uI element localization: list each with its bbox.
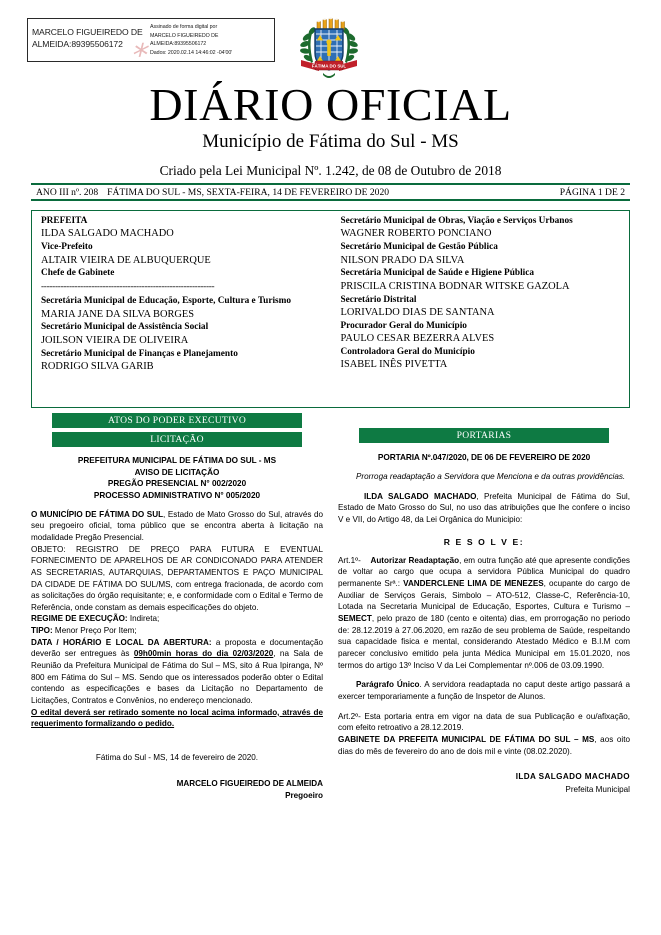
- officials-box: [31, 210, 630, 408]
- official-role: Secretário Municipal de Gestão Pública: [340, 242, 498, 253]
- official-name: ALTAIR VIEIRA DE ALBUQUERQUE: [41, 254, 211, 266]
- official-name: WAGNER ROBERTO PONCIANO: [340, 228, 492, 240]
- licitacao-heading: [31, 455, 323, 502]
- licitacao-paragraph-intro: [31, 509, 323, 544]
- edital-note-text: O edital deverá ser retirado somente no local acima informado, através de requerimento formalizando o pedido.: [31, 707, 323, 729]
- licitacao-paragraph-object: OBJETO: REGISTRO DE PREÇO PARA FUTURA E EVENTUAL FORNECIMENTO DE APARELHOS DE AR CONDICONADO PARA ATENDER AS SECRETARIAS, AUTARQUIAS, DEPARTAMENTOS E PAÇO MUNICIPAL DA CIDADE DE FÁTIMA DO SUL/MS, com entrega fracionada, de acordo com as solicitações do órgão requisitante; e, e conformidade com o Edital e Termo de Referência, onde constam as demais especificações do objeto.: [31, 544, 323, 612]
- licitacao-heading-line1: PREFEITURA MUNICIPAL DE FÁTIMA DO SUL - MS: [77, 456, 277, 465]
- portaria-gabinete: [338, 734, 630, 757]
- masthead-subtitle: Município de Fátima do Sul - MS: [202, 131, 459, 152]
- licitacao-heading-line2: AVISO DE LICITAÇÃO: [134, 467, 220, 477]
- regime-label: REGIME DE EXECUÇÃO:: [31, 614, 128, 624]
- issue-info-left: [36, 187, 389, 198]
- portaria-paragrafo-unico: [338, 679, 630, 702]
- officials-column-left: [32, 215, 331, 407]
- official-name: LORIVALDO DIAS DE SANTANA: [340, 306, 495, 318]
- portaria-preamble-rest: , Prefeita Municipal de Fátima do Sul, Estado de Mato Grosso do Sul, no uso das atribuições que lhe confere o inciso V e VII, do Artigo 48, da Lei Orgânica do Municipio:: [338, 491, 630, 525]
- portaria-title: PORTARIA Nº.047/2020, DE 06 DE FEVEREIRO DE 2020: [377, 452, 591, 462]
- article-1-secretariat-acronym: SEMECT: [338, 614, 372, 624]
- portaria-preamble: [338, 491, 630, 526]
- gabinete-text: , aos oito dias do mês de fevereiro do ano de dois mil e vinte (08.02.2020).: [338, 734, 630, 756]
- portaria-signer-role: Prefeita Municipal: [565, 784, 630, 794]
- coat-of-arms-icon: [297, 15, 361, 83]
- banner-portarias: PORTARIAS: [359, 428, 609, 443]
- official-role: Secretário Distrital: [340, 294, 417, 305]
- spacer: [338, 671, 630, 679]
- body-columns: [31, 413, 630, 918]
- signature-scribble-icon: ⁎: [132, 28, 148, 62]
- portaria-resolve-label: R E S O L V E:: [443, 536, 525, 547]
- licitacao-paragraph-regime: [31, 613, 323, 625]
- official-name: PAULO CESAR BEZERRA ALVES: [340, 333, 495, 345]
- licitacao-paragraph-datetime: [31, 637, 323, 707]
- tipo-label: TIPO:: [31, 626, 53, 636]
- official-name: RODRIGO SILVA GARIB: [41, 360, 154, 372]
- official-role: Secretária Municipal de Saúde e Higiene Pública: [340, 268, 535, 279]
- masthead: [0, 79, 661, 179]
- issue-place-date: FÁTIMA DO SUL - MS, SEXTA-FEIRA, 14 DE FEVEREIRO DE 2020: [107, 186, 390, 198]
- page-title: DIÁRIO OFICIAL: [149, 79, 512, 130]
- banner-licitacao: LICITAÇÃO: [52, 432, 302, 447]
- portaria-article-1: [338, 555, 630, 672]
- official-role: Vice-Prefeito: [41, 242, 93, 253]
- licitacao-intro-rest: , Estado de Mato Grosso do Sul, através do seu pregoeiro oficial, toma público que se encontra aberta à licitação na modalidade Pregão Presencial.: [31, 509, 323, 542]
- issue-info-bar: [31, 183, 630, 201]
- official-name: JOILSON VIEIRA DE OLIVEIRA: [41, 334, 189, 346]
- digital-signature-stamp: [27, 18, 275, 62]
- spacer: [338, 483, 630, 491]
- portaria-signature-block: [338, 771, 630, 795]
- official-name: MARIA JANE DA SILVA BORGES: [41, 308, 195, 320]
- column-right: [338, 413, 630, 796]
- tipo-value: Menor Preço Por Item;: [52, 626, 137, 636]
- spacer: [338, 703, 630, 711]
- official-role: Controladora Geral do Município: [340, 346, 475, 357]
- signature-detail-line1: Assinado de forma digital por: [150, 24, 218, 30]
- article-1-action: Autorizar Readaptação: [370, 555, 460, 565]
- portaria-signer-name: ILDA SALGADO MACHADO: [515, 772, 630, 782]
- portaria-preamble-name: ILDA SALGADO MACHADO: [364, 491, 477, 501]
- article-1-label: Art.1º-: [338, 555, 361, 565]
- licitacao-heading-line3: PREGÃO PRESENCIAL N° 002/2020: [107, 479, 247, 489]
- official-role: Secretária Municipal de Educação, Esporte, Cultura e Turismo: [41, 296, 292, 307]
- portaria-ementa: Prorroga readaptação a Servidora que Menciona e da outras providências.: [356, 472, 626, 481]
- official-name: PRISCILA CRISTINA BODNAR WITSKE GAZOLA: [340, 280, 570, 292]
- signature-detail-line3: ALMEIDA:89395506172: [150, 41, 207, 48]
- officials-column-right: [331, 215, 630, 407]
- paragrafo-unico-label: Parágrafo Único: [356, 680, 420, 690]
- official-role: Procurador Geral do Município: [340, 320, 467, 331]
- article-1-mid: , em outra função até que apresente condições de voltar ao cargo que ocupa a servidora Pública Municipal do quadro permanente Srª.:: [338, 555, 630, 589]
- issue-number: ANO III nº. 208: [36, 186, 99, 198]
- page-number: PÁGINA 1 DE 2: [559, 186, 625, 198]
- datetime-tail: , na Sala de Reunião da Prefeitura Municipal de Fátima do Sul – MS, sito á Rua Ipiranga, Nº 800 em Fátima do Sul – MS. Sendo que os interessados poderão obter o Edital contendo as especificações e bases da Licitação no Departamento de Licitações, Contratos e Convênios, no endereço mencionado.: [31, 649, 324, 706]
- svg-text:FÁTIMA DO SUL: FÁTIMA DO SUL: [311, 63, 347, 69]
- regime-value: Indireta;: [127, 614, 160, 624]
- official-name: ILDA SALGADO MACHADO: [41, 228, 174, 240]
- signature-subject-line1: MARCELO FIGUEIREDO DE: [32, 27, 143, 37]
- datetime-value: 09h00min horas do dia 02/03/2020: [133, 649, 274, 659]
- signature-subject: [28, 19, 146, 61]
- official-role: Chefe de Gabinete: [41, 268, 115, 279]
- article-1-servant-name: VANDERCLENE LIMA DE MENEZES: [403, 579, 544, 589]
- spacer: [31, 730, 323, 752]
- paragrafo-unico-text: . A servidora readaptada no caput deste artigo passará a exercer temporariamente a função de Inspetor de Alunos.: [338, 680, 630, 701]
- article-2-text: Esta portaria entra em vigor na data de sua Publicação e ou/afixação, com efeito retroativo a 28.12.2019.: [338, 711, 630, 733]
- official-name: ISABEL INÊS PIVETTA: [340, 359, 448, 371]
- licitacao-paragraph-edital-note: [31, 707, 323, 730]
- banner-executive-acts: ATOS DO PODER EXECUTIVO: [52, 413, 302, 428]
- officials-divider: --------------------------------------------------------------: [41, 281, 215, 292]
- official-role: Secretário Municipal de Obras, Viação e Serviços Urbanos: [340, 216, 573, 226]
- licitacao-intro-bold: O MUNICÍPIO DE FÁTIMA DO SUL: [31, 509, 164, 519]
- signature-detail-line4: Dados: 2020.02.14 14:46:02 -04'00': [150, 49, 233, 56]
- official-name: NILSON PRADO DA SILVA: [340, 254, 465, 266]
- licitacao-paragraph-tipo: [31, 625, 323, 637]
- official-role: PREFEITA: [41, 216, 88, 226]
- signature-subject-line2: ALMEIDA:89395506172: [32, 39, 123, 50]
- official-role: Secretário Municipal de Finanças e Planejamento: [41, 348, 238, 359]
- licitacao-place-date: Fátima do Sul - MS, 14 de fevereiro de 2020.: [95, 753, 259, 763]
- datetime-label: DATA / HORÁRIO E LOCAL DA ABERTURA:: [31, 637, 212, 647]
- official-role: Secretário Municipal de Assistência Social: [41, 322, 209, 333]
- signature-details: [146, 19, 274, 61]
- signature-detail-line2: MARCELO FIGUEIREDO DE: [150, 32, 219, 39]
- licitacao-heading-line4: PROCESSO ADMINISTRATIVO N° 005/2020: [93, 490, 261, 500]
- licitacao-signer-name: MARCELO FIGUEIREDO DE ALMEIDA: [176, 778, 323, 788]
- licitacao-signer-role: Pregoeiro: [285, 790, 323, 800]
- portaria-article-2: [338, 711, 630, 734]
- spacer: [31, 764, 323, 778]
- article-1-tail: , pelo prazo de 180 (cento e oitenta) dias, em prorrogação no periodo de: 28.12.2019 à 27.06.2020, em razão de seu problema de Saúde, respeitando sua capacidade fisica e mental, considerando Atestado Médico e B.I.M com parecer conclusivo emitido pela junta Médica Municipal em 15.01.2020, nos termos do artigo 13º Inciso V da Lei Complementar nº.006 de 03.09.1990.: [338, 614, 630, 670]
- spacer: [338, 757, 630, 771]
- article-1-mid2: , ocupante do cargo de Auxiliar de Serviços Gerais, Simbolo – ATO-512, Classe-C, Referência-10, Lotada na Secretaria Municipal de Educação, Esportes, Cultura e Turismo –: [338, 579, 630, 612]
- masthead-law-reference: Criado pela Lei Municipal Nº. 1.242, de 08 de Outubro de 2018: [159, 162, 502, 178]
- article-2-label: Art.2º-: [338, 711, 361, 721]
- spacer: [338, 547, 630, 555]
- gabinete-label: GABINETE DA PREFEITA MUNICIPAL DE FÁTIMA DO SUL – MS: [338, 734, 595, 744]
- column-left: [31, 413, 323, 801]
- datetime-intro: a proposta e documentação deverão ser entregues às: [31, 637, 323, 659]
